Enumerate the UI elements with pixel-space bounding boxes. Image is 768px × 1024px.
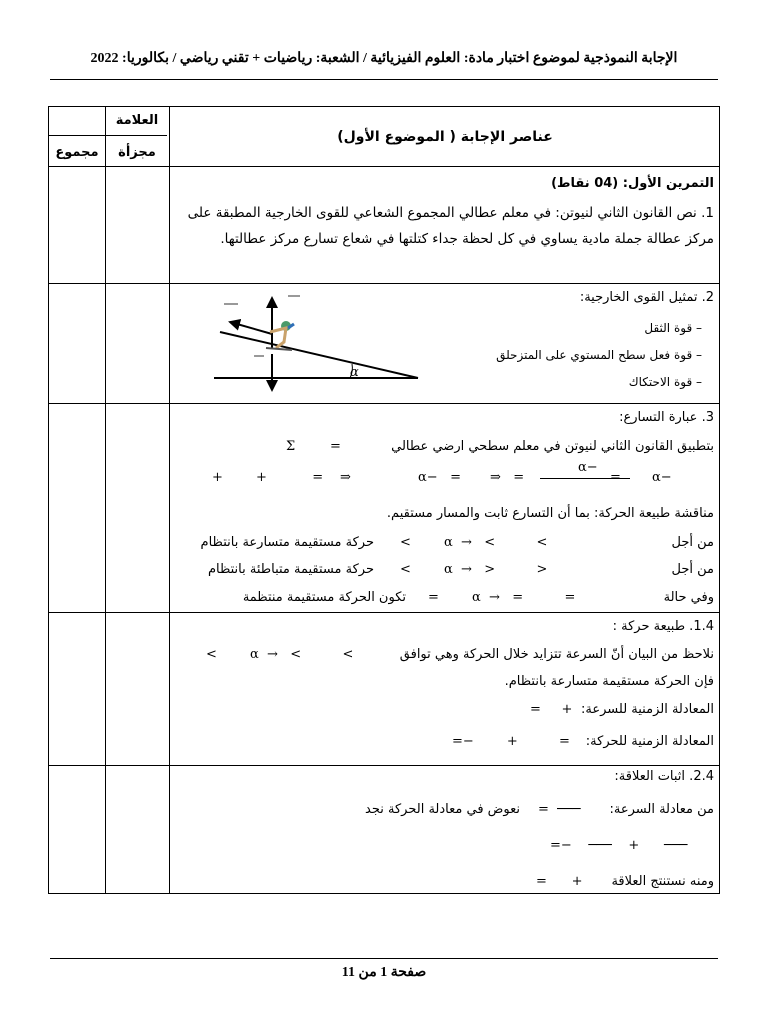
q2-force-friction: – قوة الاحتكاك — [628, 375, 702, 389]
header-rule — [50, 79, 718, 80]
q41-position-eq: =− + = — [452, 734, 570, 749]
footer-rule — [50, 958, 718, 959]
q42-line3: ومنه نستنتج العلاقة — [611, 874, 714, 889]
incline-line — [220, 332, 418, 378]
q42-line2-eq: =− ─── + ─── — [550, 838, 688, 853]
q1-text-line1: 1. نص القانون الثاني لنيوتن: في معلم عطالي المجموع الشعاعي للقوى الخارجية المطبقة على — [187, 205, 714, 221]
answer-column-divider — [169, 107, 170, 893]
q42-line3-eq: = + — [536, 874, 583, 889]
q3-case3-label: وفي حالة — [663, 590, 714, 605]
skier-icon — [266, 321, 294, 350]
row-divider — [49, 612, 719, 613]
q42-line1: من معادلة السرعة: — [609, 802, 714, 817]
q3-title: 3. عبارة التسارع: — [619, 410, 714, 425]
q3-sigma: Σ — [286, 439, 296, 454]
col-part-header: مجزأة — [118, 145, 156, 160]
q3-case3-condition: = α → = = — [428, 590, 576, 605]
page-number: صفحة 1 من 11 — [341, 965, 427, 980]
exercise-title: التمرين الأول: (04 نقاط) — [551, 176, 714, 191]
q3-case3-result: تكون الحركة مستقيمة منتظمة — [242, 590, 406, 605]
q3-eq2-numerator: α− — [578, 460, 598, 475]
row-divider — [49, 765, 719, 766]
q3-case2-label: من أجل — [671, 562, 714, 577]
q41-line1-condition: < α → < < — [206, 647, 354, 662]
document-header: الإجابة النموذجية لموضوع اختبار مادة: العلوم الفيزيائية / الشعبة: رياضيات + تقني رياضي / بكالوريا: 2022 — [90, 51, 678, 66]
angle-label: α — [350, 365, 359, 380]
q41-title: 1.4. طبيعة حركة : — [612, 619, 714, 634]
answer-header: عناصر الإجابة ( الموضوع الأول) — [337, 129, 553, 145]
row-divider — [49, 166, 719, 167]
friction-vector — [230, 322, 272, 334]
q41-line2: فإن الحركة مستقيمة متسارعة بانتظام. — [504, 674, 714, 689]
q2-title: 2. تمثيل القوى الخارجية: — [579, 290, 714, 305]
q41-position-eq-label: المعادلة الزمنية للحركة: — [585, 734, 714, 749]
row-divider — [49, 403, 719, 404]
q2-force-normal: – قوة فعل سطح المستوي على المتزحلق — [496, 348, 702, 362]
q42-title: 2.4. اثبات العلاقة: — [614, 769, 714, 784]
q3-case2-result: حركة مستقيمة متباطئة بانتظام — [207, 562, 374, 577]
q41-speed-eq-label: المعادلة الزمنية للسرعة: — [581, 702, 714, 717]
q42-line1-tail: نعوض في معادلة الحركة نجد — [365, 802, 520, 817]
q3-eq2-implies1: ⇒ — [340, 470, 351, 485]
q3-eq2-equals: = — [610, 470, 621, 485]
row-divider — [49, 283, 719, 284]
inclined-plane-figure — [200, 288, 430, 398]
q2-force-weight: – قوة الثقل — [644, 321, 702, 335]
q3-eq2-result: α− — [652, 470, 672, 485]
grade-header-divider — [49, 135, 167, 136]
q3-discussion: مناقشة طبيعة الحركة: بما أن التسارع ثابت والمسار مستقيم. — [386, 506, 714, 521]
q1-text-line2: مركز عطالة جملة مادية يساوي في كل لحظة جداء كتلتها في شعاع تسارع مركز عطالتها. — [220, 231, 714, 247]
q3-eq2-implies2: ⇒ = — [490, 470, 525, 485]
q41-line1: نلاحظ من البيان أنّ السرعة تتزايد خلال الحركة وهي توافق — [399, 647, 714, 662]
q3-eq2-forces: + + = — [212, 470, 324, 485]
q3-line1: بتطبيق القانون الثاني لنيوتن في معلم سطحي ارضي عطالي — [391, 439, 714, 454]
q3-case2-condition: < α → > > — [400, 562, 548, 577]
q3-case1-label: من أجل — [671, 535, 714, 550]
q42-line1-eq: = ─── — [538, 802, 581, 817]
q3-case1-result: حركة مستقيمة متسارعة بانتظام — [200, 535, 374, 550]
grade-header: العلامة — [115, 113, 159, 128]
q41-speed-eq: = + — [530, 702, 573, 717]
q3-eq1-equals: = — [330, 439, 341, 454]
grade-column-divider — [105, 107, 106, 893]
col-total-header: مجموع — [55, 145, 99, 160]
q3-eq2-mid: α− = — [418, 470, 461, 485]
q3-case1-condition: < α → < < — [400, 535, 548, 550]
